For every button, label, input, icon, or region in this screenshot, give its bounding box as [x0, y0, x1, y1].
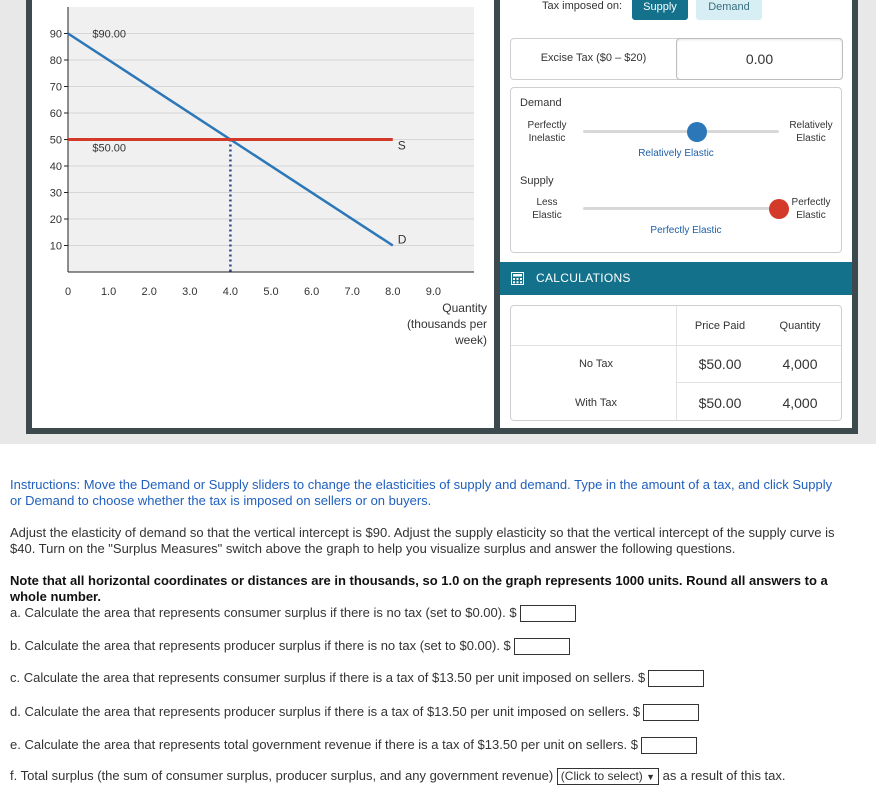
answer-d-input[interactable] [643, 704, 699, 721]
demand-slider-handle[interactable] [687, 122, 707, 142]
x-tick-label: 9.0 [425, 286, 442, 298]
supply-left-label: Less Elastic [532, 197, 562, 221]
demand-slider-track[interactable] [583, 130, 779, 133]
excise-tax-label: Excise Tax ($0 – $20) [540, 52, 647, 64]
excise-tax-box [510, 38, 842, 80]
table-header: Quantity [779, 320, 821, 332]
demand-right-label: Relatively Elastic [789, 120, 833, 144]
demand-slider-title: Demand [520, 97, 562, 109]
y-tick-label: 30 [49, 187, 62, 200]
excise-tax-value: 0.00 [745, 51, 774, 67]
x-tick-label: 2.0 [141, 286, 157, 298]
answer-a-input[interactable] [520, 605, 576, 622]
quantity-no-tax: 4,000 [782, 356, 818, 372]
y-tick-label: 60 [49, 108, 62, 120]
supply-right-label: Perfectly Elastic [791, 197, 831, 221]
table-divider [676, 382, 841, 383]
demand-elasticity-value: Relatively Elastic [638, 148, 714, 159]
graph-panel [32, 0, 494, 428]
question-b [10, 638, 570, 655]
units-note: Note that all horizontal coordinates or distances are in thousands, so 1.0 on the graph represents 1000 units. Round all answers to a whole number. [10, 573, 828, 604]
x-axis-label: Quantity (thousands per week) [406, 301, 487, 347]
x-tick-label: 7.0 [344, 286, 360, 298]
chevron-down-icon: ▼ [646, 772, 656, 783]
question-e [10, 737, 697, 754]
task-description: Adjust the elasticity of demand so that the vertical intercept is $90. Adjust the supply elasticity so that the vertical intercept of the supply curve is $40. Turn on the "Surplus Measures" switch above the graph to help you visualize surplus and answer the following questions. [10, 525, 835, 556]
y-tick-label: 10 [49, 240, 62, 253]
y-tick-label: 90 [49, 28, 62, 41]
x-tick-label: 4.0 [222, 286, 239, 298]
x-tick-label: 1.0 [100, 286, 117, 298]
row-label-no-tax: No Tax [578, 358, 614, 370]
price-annotation: $50.00 [92, 142, 127, 155]
question-a-text: a. Calculate the area that represents consumer surplus if there is no tax (set to $0.00). $ [10, 605, 517, 620]
answer-e-input[interactable] [641, 737, 697, 754]
question-f [10, 768, 786, 785]
answer-f-select[interactable] [557, 768, 659, 785]
calculations-title: CALCULATIONS [536, 271, 631, 285]
calculations-table [510, 305, 842, 421]
question-e-text: e. Calculate the area that represents total government revenue if there is a tax of $13.50 per unit on sellers. $ [10, 737, 638, 752]
question-c [10, 670, 704, 687]
supply-demand-chart[interactable] [32, 0, 494, 428]
tax-on-demand-button[interactable]: Demand [696, 0, 762, 20]
answer-f-selected: (Click to select) [560, 769, 643, 784]
curve-label-d: D [397, 232, 407, 247]
price-annotation: $90.00 [92, 28, 127, 41]
curve-label-s: S [397, 138, 406, 153]
instructions-text: Instructions: Move the Demand or Supply sliders to change the elasticities of supply and demand. Type in the amount of a tax, and click Supply or Demand to choose whether the tax is imposed on sellers or on buyers. [10, 477, 833, 508]
x-tick-label: 5.0 [263, 286, 279, 298]
question-f-text: f. Total surplus (the sum of consumer surplus, producer surplus, and any government revenue) [10, 768, 554, 783]
supply-elasticity-value: Perfectly Elastic [650, 225, 722, 236]
control-panel [500, 0, 852, 428]
table-divider [511, 345, 841, 346]
elasticity-sliders-box [510, 87, 842, 253]
answer-b-input[interactable] [514, 638, 570, 655]
calculations-header [500, 262, 852, 295]
question-d-text: d. Calculate the area that represents producer surplus if there is a tax of $13.50 per unit imposed on sellers. $ [10, 704, 641, 719]
quantity-with-tax: 4,000 [782, 395, 818, 411]
question-a [10, 605, 576, 622]
demand-left-label: Perfectly Inelastic [527, 120, 567, 144]
x-tick-label: 8.0 [385, 286, 401, 298]
table-divider [676, 306, 677, 420]
tax-on-supply-button[interactable]: Supply [632, 0, 688, 20]
calculator-icon [511, 272, 524, 285]
x-tick-label: 0 [64, 286, 72, 298]
row-label-with-tax: With Tax [575, 397, 617, 409]
supply-slider-handle[interactable] [769, 199, 789, 219]
question-f-suffix: as a result of this tax. [659, 768, 786, 783]
y-tick-label: 50 [49, 134, 62, 147]
table-header: Price Paid [694, 320, 746, 332]
question-b-text: b. Calculate the area that represents producer surplus if there is no tax (set to $0.00). $ [10, 638, 511, 653]
answer-c-input[interactable] [648, 670, 704, 687]
price-paid-no-tax: $50.00 [698, 356, 742, 372]
y-tick-label: 40 [49, 161, 62, 173]
y-tick-label: 20 [49, 214, 62, 226]
y-tick-label: 70 [49, 81, 62, 94]
x-tick-label: 3.0 [182, 286, 198, 298]
tax-imposed-label: Tax imposed on: [542, 0, 623, 12]
supply-slider-track[interactable] [583, 207, 779, 210]
excise-tax-input[interactable] [676, 38, 843, 80]
y-tick-label: 80 [49, 55, 62, 67]
question-c-text: c. Calculate the area that represents consumer surplus if there is a tax of $13.50 per unit imposed on sellers. $ [10, 670, 646, 685]
price-paid-with-tax: $50.00 [698, 395, 742, 411]
question-d [10, 704, 699, 721]
supply-slider-title: Supply [520, 175, 554, 187]
x-tick-label: 6.0 [303, 286, 320, 298]
